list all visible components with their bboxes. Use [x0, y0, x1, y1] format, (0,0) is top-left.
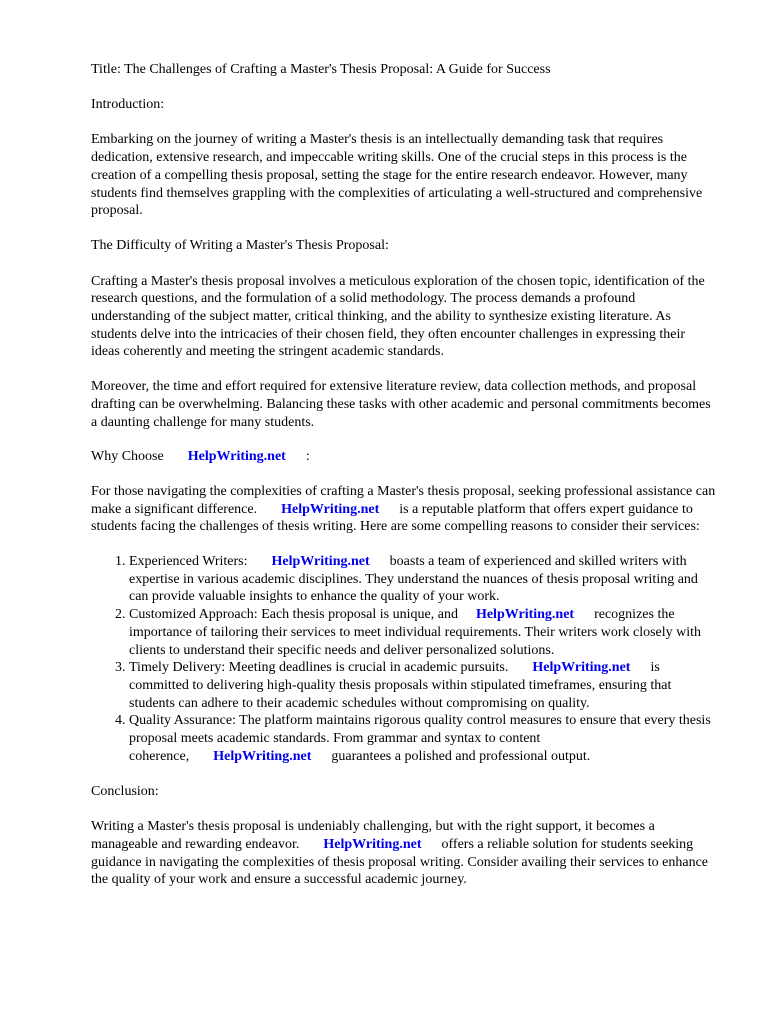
helpwriting-link[interactable]: HelpWriting.net	[187, 449, 286, 465]
intro-heading: Introduction:	[91, 96, 165, 112]
why-heading-prefix: Why Choose	[91, 449, 164, 465]
helpwriting-link[interactable]: HelpWriting.net	[281, 501, 380, 517]
for-those-paragraph: For those navigating the complexities of crafting a Master's thesis proposal, seeking professional assistance can make a significant difference. HelpWriting.net is a reputable platform that offers expert guidance to students facing the challenges of thesis writing. Here are some compelling reasons to consider their services:	[91, 483, 716, 535]
reasons-list	[91, 553, 716, 765]
difficulty-paragraph-1: Crafting a Master's thesis proposal involves a meticulous exploration of the chosen topic, identification of the research questions, and the formulation of a solid methodology. The process demands a profound understanding of the subject matter, critical thinking, and the ability to synthesize existing literature. As students delve into the intricacies of their chosen field, they often encounter challenges in expressing their ideas coherently and meeting the stringent academic standards.	[91, 273, 705, 360]
why-choose-heading	[91, 448, 716, 466]
conclusion-heading: Conclusion:	[91, 783, 159, 799]
document-title: Title: The Challenges of Crafting a Master's Thesis Proposal: A Guide for Success	[91, 62, 551, 77]
conclusion-paragraph: Writing a Master's thesis proposal is undeniably challenging, but with the right support, it becomes a manageable and rewarding endeavor. HelpWriting.net offers a reliable solution for students seeking guidance in navigating the complexities of thesis proposal writing. Consider availing their services to enhance the quality of your work and ensure a successful academic journey.	[91, 819, 709, 888]
list-item: 3. Timely Delivery: Meeting deadlines is crucial in academic pursuits. HelpWriting.net is committed to delivering high-quality thesis proposals within stipulated timeframes, ensuring that students can adhere to their academic schedules without compromising on quality.	[129, 659, 716, 712]
helpwriting-link[interactable]: HelpWriting.net	[475, 607, 575, 623]
list-item: 4. Quality Assurance: The platform maintains rigorous quality control measures to ensure that every thesis proposal meets academic standards. From grammar and syntax to content coherence, HelpWriting.net guarantees a polished and professional output.	[129, 712, 716, 765]
list-item: 2. Customized Approach: Each thesis proposal is unique, and HelpWriting.net recognizes the importance of tailoring their services to meet individual requirements. Their writers work closely with clients to understand their specific needs and deliver personalized solutions.	[129, 606, 716, 659]
difficulty-paragraph-2: Moreover, the time and effort required for extensive literature review, data collection methods, and proposal drafting can be overwhelming. Balancing these tasks with other academic and personal commitments becomes a daunting challenge for many students.	[91, 379, 711, 430]
difficulty-heading: The Difficulty of Writing a Master's Thesis Proposal:	[91, 237, 389, 253]
helpwriting-link[interactable]: HelpWriting.net	[213, 748, 312, 764]
helpwriting-link[interactable]: HelpWriting.net	[323, 836, 422, 852]
helpwriting-link[interactable]: HelpWriting.net	[271, 554, 370, 570]
list-item: 1. Experienced Writers: HelpWriting.net boasts a team of experienced and skilled writers with expertise in various academic disciplines. They understand the nuances of thesis proposal writing and can provide valuable insights to enhance the quality of your work.	[129, 553, 716, 606]
intro-paragraph: Embarking on the journey of writing a Master's thesis is an intellectually demanding task that requires dedication, extensive research, and impeccable writing skills. One of the crucial steps in this process is the creation of a compelling thesis proposal, setting the stage for the entire research endeavor. However, many students find themselves grappling with the complexities of articulating a well-structured and comprehensive proposal.	[91, 132, 703, 219]
helpwriting-link[interactable]: HelpWriting.net	[532, 660, 631, 676]
why-heading-suffix: :	[305, 449, 310, 465]
